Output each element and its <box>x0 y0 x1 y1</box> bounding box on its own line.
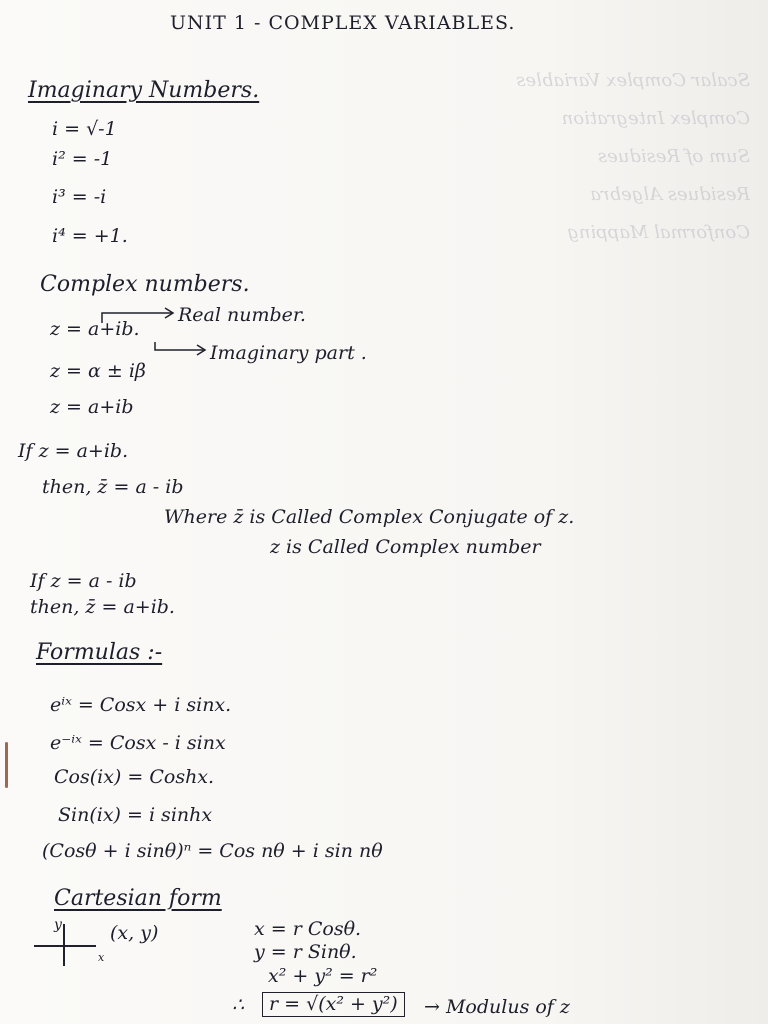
formula-line: (Cosθ + i sinθ)ⁿ = Cos nθ + i sin nθ <box>42 840 383 862</box>
conjugate-then: then, z̄ = a - ib <box>42 476 184 498</box>
formula-line: Cos(ix) = Coshx. <box>54 766 215 788</box>
imaginary-line: i³ = -i <box>52 186 107 208</box>
cartesian-eq: x = r Cosθ. <box>254 918 362 940</box>
complex-eq: z = a+ib <box>50 396 134 418</box>
modulus-box: r = √(x² + y²) <box>262 992 405 1017</box>
conjugate-where: Where z̄ is Called Complex Conjugate of z. <box>164 506 575 528</box>
conjugate-then: then, z̄ = a+ib. <box>30 596 175 618</box>
complex-heading: Complex numbers. <box>40 272 250 297</box>
formulas-heading: Formulas :- <box>36 640 163 665</box>
complex-eq: z = α ± iβ <box>50 360 146 382</box>
formula-line: Sin(ix) = i sinhx <box>58 804 213 826</box>
imaginary-line: i² = -1 <box>52 148 113 170</box>
imaginary-line: i⁴ = +1. <box>52 225 128 247</box>
conjugate-if: If z = a+ib. <box>18 440 129 462</box>
imaginary-line: i = √-1 <box>52 118 117 140</box>
page-title: UNIT 1 - COMPLEX VARIABLES. <box>170 12 516 34</box>
real-number-note: Real number. <box>178 304 306 326</box>
axis-y-label: y <box>54 917 62 933</box>
imaginary-part-note: Imaginary part . <box>210 342 367 364</box>
formula-line: eⁱˣ = Cosx + i sinx. <box>50 694 232 716</box>
point-label: (x, y) <box>110 922 159 944</box>
imaginary-heading: Imaginary Numbers. <box>28 78 260 103</box>
complex-number-note: z is Called Complex number <box>270 536 541 558</box>
bleed-through-text: Scalar Complex Variables Complex Integration Sum of Residues Residues Algebra Conformal Mapping <box>516 70 750 243</box>
formula-line: e⁻ⁱˣ = Cosx - i sinx <box>50 732 226 754</box>
therefore-symbol: ∴ <box>232 994 245 1016</box>
conjugate-if: If z = a - ib <box>30 570 137 592</box>
cartesian-heading: Cartesian form <box>54 886 222 911</box>
cartesian-eq: x² + y² = r² <box>268 965 378 987</box>
cartesian-eq: y = r Sinθ. <box>254 941 357 963</box>
axis-x-label: x <box>98 951 105 964</box>
complex-eq: z = a+ib. <box>50 318 140 340</box>
modulus-note: → Modulus of z <box>424 996 570 1018</box>
